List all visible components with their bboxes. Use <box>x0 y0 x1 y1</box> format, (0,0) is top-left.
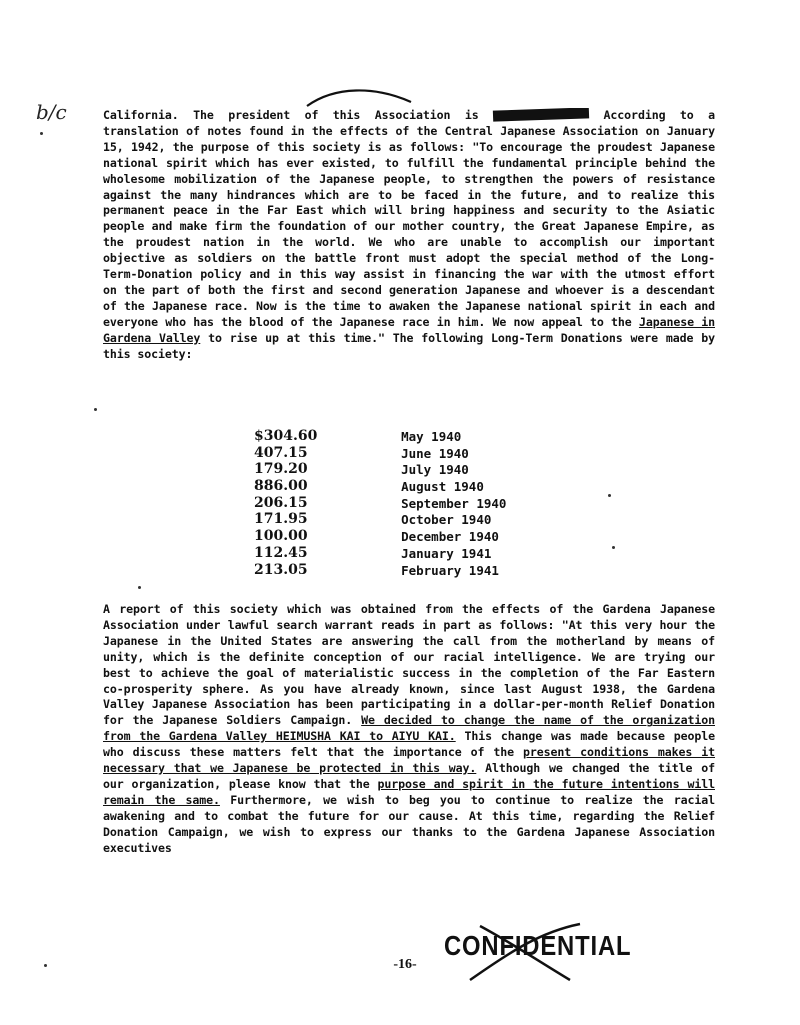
donation-amount: 100.00 <box>254 528 308 545</box>
speck <box>40 132 43 135</box>
paragraph-2-part-1: A report of this society which was obtained from the effects of the Gardena Japanese Association under lawful search warrant reads in part as follows: "At this very hour the Japanese in the United States are answering the call from the motherland by means of unity, which is the definite conception of our racial intelligence. We are trying our best to achieve the goal of materialistic success in the completion of the Far Eastern co-prosperity sphere. As you have already known, since last August 1938, the Gardena Valley Japanese Association has been participating in a dollar-per-month Relief Donation for the Japanese Soldiers Campaign. <box>103 602 715 728</box>
donation-date: January 1941 <box>401 545 492 561</box>
margin-note: b/c <box>36 100 67 124</box>
speck <box>44 964 47 967</box>
donation-amount: 179.20 <box>254 461 308 478</box>
paragraph-2 <box>103 602 715 907</box>
paragraph-1-end: to rise up at this time." The following Long-Term Donations were made by this society: <box>103 330 715 361</box>
donation-row <box>250 495 570 512</box>
paragraph-1-start: California. The president of this Association is <box>103 108 479 122</box>
stamp-cross-out-icon <box>440 922 610 982</box>
paragraph-2-part-2: This change was made because people who discuss these matters felt that the importance of the <box>103 729 715 760</box>
page-number: -16- <box>393 957 417 972</box>
donation-amount: 213.05 <box>254 561 308 578</box>
speck <box>608 494 611 497</box>
paragraph-2-underline-1: We decided to change the name of the organization from the Gardena Valley HEIMUSHA KAI to AIYU KAI. <box>103 713 715 744</box>
confidential-stamp <box>440 922 632 982</box>
donation-date: December 1940 <box>401 529 499 545</box>
speck <box>94 408 97 411</box>
donation-row <box>250 428 570 445</box>
paragraph-2-underline-2: present conditions makes it necessary that we Japanese be protected in this way. <box>103 745 715 776</box>
donation-amount: 112.45 <box>254 544 308 561</box>
redaction-bar <box>493 108 589 122</box>
donation-row <box>250 478 570 495</box>
donation-row <box>250 445 570 462</box>
donation-date: July 1940 <box>401 462 469 478</box>
donation-amount: 886.00 <box>254 478 308 495</box>
donation-row <box>250 461 570 478</box>
donations-table <box>250 428 570 578</box>
donation-row <box>250 562 570 579</box>
donation-amount: 171.95 <box>254 511 308 528</box>
paragraph-2-underline-3: purpose and spirit in the future intentions will remain the same. <box>103 776 715 807</box>
donation-date: September 1940 <box>401 495 507 511</box>
donation-row <box>250 528 570 545</box>
donation-amount: $304.60 <box>254 428 318 444</box>
paragraph-2-part-4: Furthermore, we wish to beg you to continue to realize the racial awakening and to combat the future for our cause. At this time, regarding the Relief Donation Campaign, we wish to express our thanks to the Gardena Japanese Association executives <box>103 792 715 855</box>
paragraph-1 <box>103 108 715 418</box>
donation-date: June 1940 <box>401 445 469 461</box>
stamp-text: CONFIDENTIAL <box>444 930 632 961</box>
donation-date: August 1940 <box>401 479 484 495</box>
paragraph-1-body: According to a translation of notes found in the effects of the Central Japanese Association on January 15, 1942, the purpose of this society is as follows: "To encourage the proudest Japanese national spirit which has ever existed, to fulfill the fundamental principle behind the wholesome mobilization of the Japanese people, to strengthen the powers of resistance against the many hindrances which are to be faced in the future, and to realize this permanent peace in the Far East which will bring happiness and security to the Asiatic people and make firm the foundation of our mother country, the Great Japanese Empire, as the proudest nation in the world. We who are unable to accomplish our important objective as soldiers on the battle front must adopt the special method of the Long-Term-Donation policy and in this way assist in financing the war with the utmost effort on the part of both the first and second generation Japanese and whoever is a descendant of the Japanese race. Now is the time to awaken the Japanese national spirit in each and everyone who has the blood of the Japanese race in him. We now appeal to the <box>103 108 715 329</box>
paragraph-1-underlined: Japanese in Gardena Valley <box>103 314 715 345</box>
donation-amount: 206.15 <box>254 494 308 511</box>
speck <box>138 586 141 589</box>
donation-date: February 1941 <box>401 562 499 578</box>
paragraph-2-part-3: Although we changed the title of our organization, please know that the <box>103 761 715 791</box>
speck <box>612 546 615 549</box>
donation-row <box>250 511 570 528</box>
donation-date: October 1940 <box>401 512 492 528</box>
donation-date: May 1940 <box>401 429 462 444</box>
donation-amount: 407.15 <box>254 444 308 461</box>
donation-row <box>250 545 570 562</box>
